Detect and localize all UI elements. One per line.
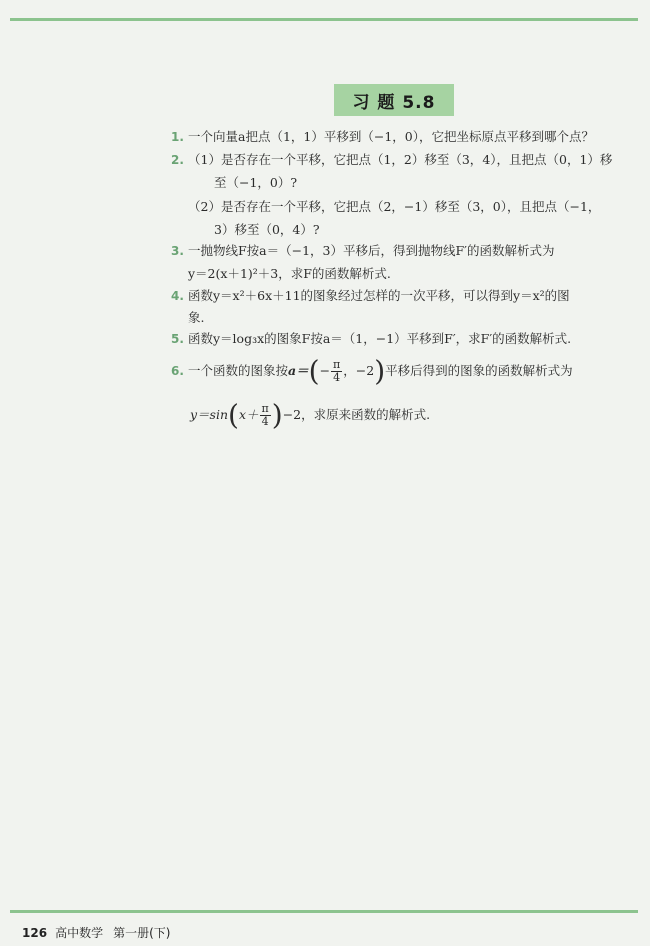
top-border-rule <box>10 18 638 21</box>
paren-open: ( <box>308 354 320 388</box>
problem-part-1-line-1: （1）是否存在一个平移，它把点（1，2）移至（3，4），且把点（0，1）移 <box>188 152 613 167</box>
page-footer <box>22 924 170 941</box>
text-segment: x＋ <box>238 407 259 422</box>
denominator: 4 <box>261 415 269 428</box>
fraction-pi-over-4 <box>260 403 271 428</box>
text-segment: 平移后得到的图象的函数解析式为 <box>385 363 573 378</box>
denominator: 4 <box>333 371 341 384</box>
problem-number: 3. <box>171 244 184 258</box>
book-title: 高中数学 <box>55 926 104 940</box>
problem-part-2-line-1: （2）是否存在一个平移，它把点（2，−1）移至（3，0），且把点（−1， <box>188 199 601 214</box>
problem-line-1: 一抛物线F按a＝（−1，3）平移后，得到抛物线F′的函数解析式为 <box>188 243 555 258</box>
problem-number: 4. <box>171 289 184 303</box>
problem-part-2-line-2: 3）移至（0，4）? <box>214 222 320 237</box>
problem-text: 一个向量a把点（1，1）平移到（−1，0），它把坐标原点平移到哪个点？ <box>188 129 594 144</box>
bottom-border-rule <box>10 910 638 913</box>
exercise-heading-title: 习 题 5.8 <box>352 92 436 113</box>
problem-text: 函数y＝log₃x的图象F按a＝（1，−1）平移到F′，求F′的函数解析式. <box>188 331 572 346</box>
problem-number: 2. <box>171 153 184 167</box>
problem-number: 1. <box>171 130 184 144</box>
numerator: π <box>261 402 269 415</box>
text-segment: 一个函数的图象按 <box>188 363 289 378</box>
fraction-pi-over-4 <box>331 359 342 384</box>
volume-label: 第一册(下) <box>113 926 171 940</box>
problem-line-2: y＝2(x＋1)²＋3，求F的函数解析式. <box>188 266 391 281</box>
problem-part-1-line-2: 至（−1，0）? <box>214 175 298 190</box>
vector-a: a＝ <box>288 363 309 378</box>
paren-open: ( <box>228 398 239 432</box>
paren-close: ) <box>271 398 283 432</box>
minus-sign: − <box>319 363 331 378</box>
problem-line-1: 函数y＝x²＋6x＋11的图象经过怎样的一次平移，可以得到y＝x²的图 <box>188 288 570 303</box>
text-segment: −2，求原来函数的解析式. <box>282 407 431 422</box>
numerator: π <box>333 358 341 371</box>
text-segment: y＝sin <box>190 407 229 422</box>
text-segment: ，−2 <box>343 363 375 378</box>
page-number: 126 <box>22 926 48 940</box>
problem-line-2: 象. <box>188 310 205 325</box>
paren-close: ) <box>374 354 386 388</box>
exercise-heading <box>334 84 454 116</box>
problem-number: 6. <box>171 364 184 378</box>
problem-line-2 <box>190 400 430 430</box>
problem-number: 5. <box>171 332 184 346</box>
problem-line-1 <box>188 356 573 386</box>
